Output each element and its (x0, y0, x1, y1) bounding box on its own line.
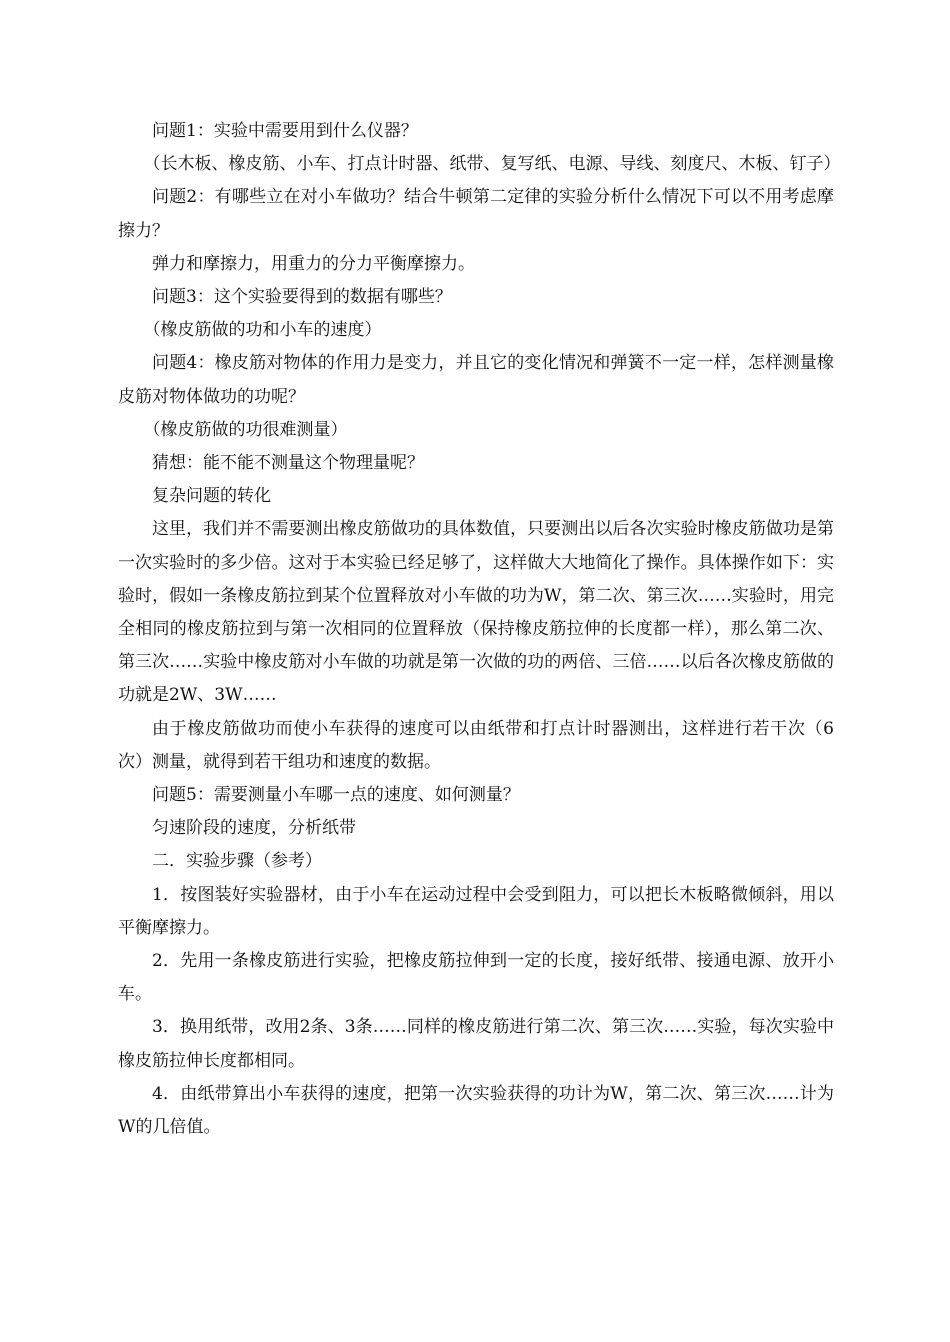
conjecture: 猜想：能不能不测量这个物理量呢？ (152, 453, 424, 474)
explanation-paragraph: 这里，我们并不需要测出橡皮筋做功的具体数值，只要测出以后各次实验时橡皮筋做功是第一次实验时的多少倍。这对于本实验已经足够了，这样做大大地简化了操作。具体操作如下：实验时，假如一条橡皮筋拉到某个位置释放对小车做的功为W，第二次、第三次……实验时，用完全相同的橡皮筋拉到与第一次相同的位置释放（保持橡皮筋拉伸的长度都一样），那么第二次、第三次……实验中橡皮筋对小车做的功就是第一次做的功的两倍、三倍……以后各次橡皮筋做的功就是2W、3W…… (118, 519, 834, 706)
answer-5: 匀速阶段的速度，分析纸带 (152, 818, 356, 839)
step-1: 1．按图装好实验器材，由于小车在运动过程中会受到阻力，可以把长木板略微倾斜，用以平衡摩擦力。 (118, 884, 834, 938)
answer-3: （橡皮筋做的功和小车的速度） (143, 320, 382, 341)
question-5: 问题5：需要测量小车哪一点的速度、如何测量？ (152, 785, 520, 806)
document-page (118, 115, 841, 1144)
section-heading-transform: 复杂问题的转化 (152, 486, 271, 507)
measurement-paragraph: 由于橡皮筋做功而使小车获得的速度可以由纸带和打点计时器测出，这样进行若干次（6次）测量，就得到若干组功和速度的数据。 (118, 718, 834, 772)
question-2: 问题2：有哪些立在对小车做功？结合牛顿第二定律的实验分析什么情况下可以不用考虑摩擦力？ (118, 187, 834, 241)
step-3: 3．换用纸带，改用2条、3条……同样的橡皮筋进行第二次、第三次……实验，每次实验中橡皮筋拉伸长度都相同。 (118, 1017, 834, 1071)
question-4: 问题4：橡皮筋对物体的作用力是变力，并且它的变化情况和弹簧不一定一样，怎样测量橡皮筋对物体做功的功呢？ (118, 353, 834, 407)
question-1: 问题1：实验中需要用到什么仪器？ (152, 121, 418, 141)
step-2: 2．先用一条橡皮筋进行实验，把橡皮筋拉伸到一定的长度，接好纸带、接通电源、放开小车。 (118, 951, 834, 1005)
question-3: 问题3：这个实验要得到的数据有哪些？ (152, 287, 452, 308)
answer-2: 弹力和摩擦力，用重力的分力平衡摩擦力。 (152, 253, 475, 274)
step-4: 4．由纸带算出小车获得的速度，把第一次实验获得的功计为W，第二次、第三次……计为W的几倍值。 (118, 1083, 834, 1138)
answer-1: （长木板、橡皮筋、小车、打点计时器、纸带、复写纸、电源、导线、刻度尺、木板、钉子） (143, 154, 841, 175)
section-heading-steps: 二．实验步骤（参考） (152, 851, 322, 872)
answer-4: （橡皮筋做的功很难测量） (143, 419, 348, 440)
